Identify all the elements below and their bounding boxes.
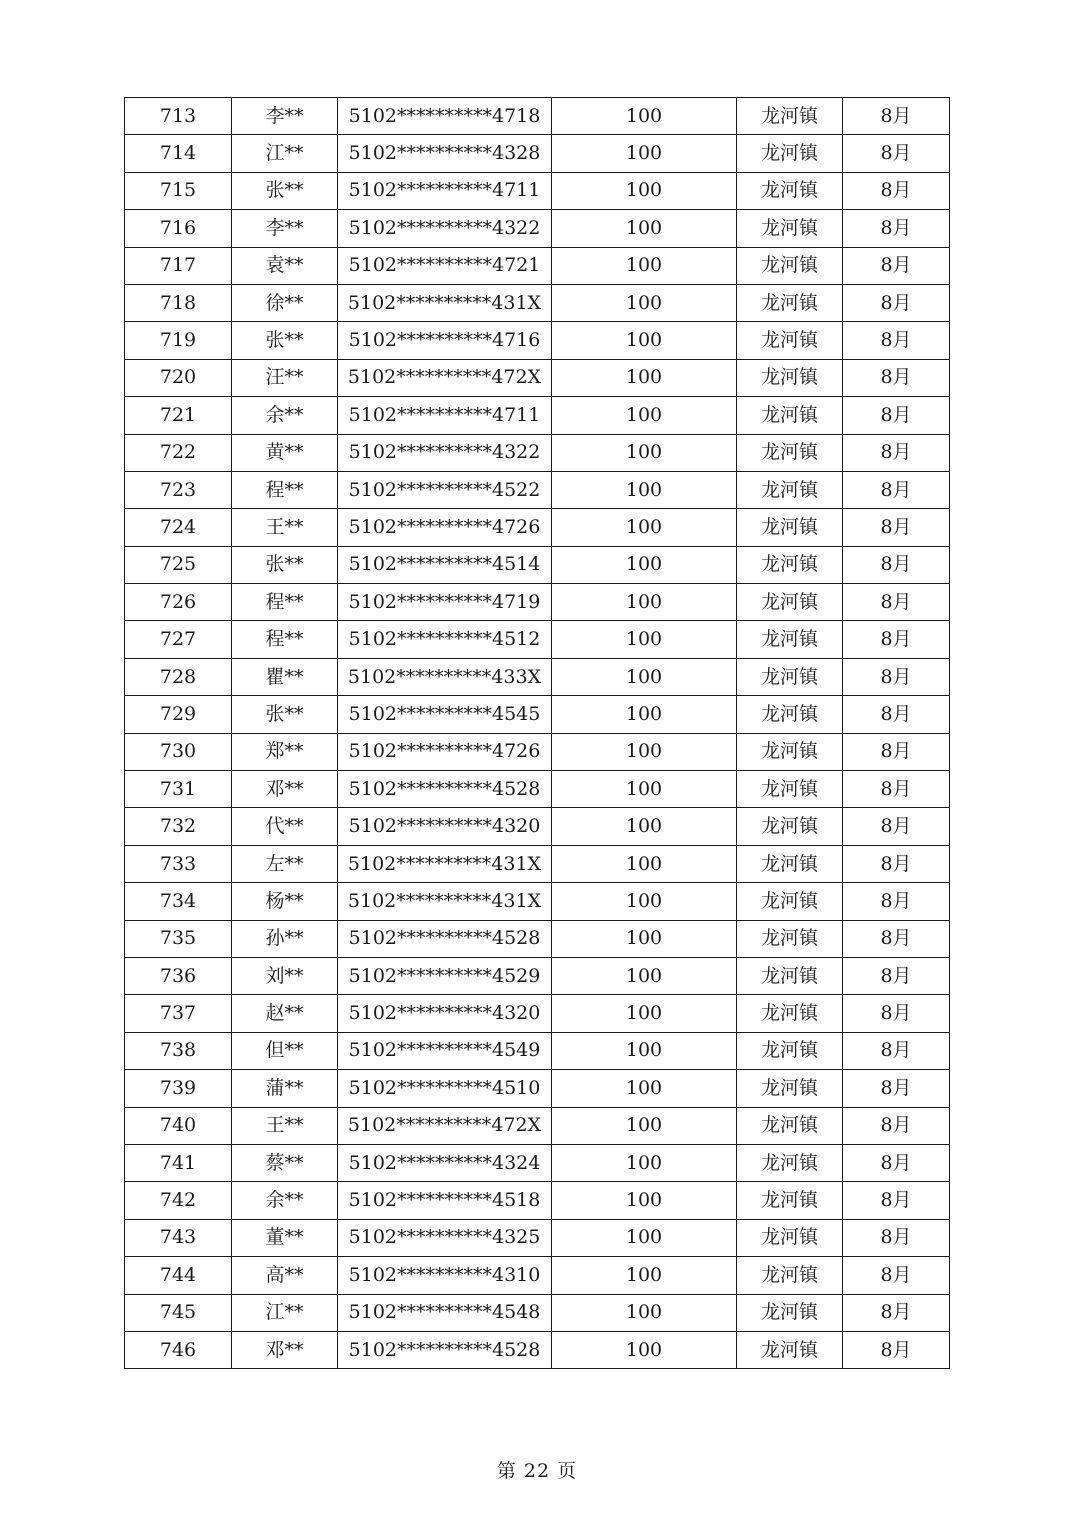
id-number-cell: 5102**********4518 [338,1182,552,1219]
town-cell: 龙河镇 [737,1257,843,1294]
row-index-cell: 735 [125,920,232,957]
name-cell: 李** [232,210,338,247]
name-cell: 张** [232,696,338,733]
row-index-cell: 720 [125,359,232,396]
amount-cell: 100 [552,845,737,882]
row-index-cell: 733 [125,845,232,882]
amount-cell: 100 [552,1257,737,1294]
town-cell: 龙河镇 [737,771,843,808]
amount-cell: 100 [552,247,737,284]
month-cell: 8月 [843,696,950,733]
table-row [125,210,950,247]
town-cell: 龙河镇 [737,135,843,172]
name-cell: 邓** [232,1331,338,1368]
row-index-cell: 731 [125,771,232,808]
month-cell: 8月 [843,1219,950,1256]
amount-cell: 100 [552,397,737,434]
id-number-cell: 5102**********4322 [338,434,552,471]
town-cell: 龙河镇 [737,920,843,957]
roster-table [124,97,950,1369]
town-cell: 龙河镇 [737,883,843,920]
month-cell: 8月 [843,658,950,695]
id-number-cell: 5102**********4545 [338,696,552,733]
row-index-cell: 745 [125,1294,232,1331]
table-row [125,957,950,994]
table-row [125,845,950,882]
name-cell: 江** [232,135,338,172]
month-cell: 8月 [843,172,950,209]
name-cell: 程** [232,471,338,508]
month-cell: 8月 [843,883,950,920]
id-number-cell: 5102**********4528 [338,920,552,957]
month-cell: 8月 [843,471,950,508]
table-row [125,920,950,957]
row-index-cell: 723 [125,471,232,508]
table-row [125,546,950,583]
town-cell: 龙河镇 [737,210,843,247]
name-cell: 张** [232,322,338,359]
name-cell: 程** [232,584,338,621]
town-cell: 龙河镇 [737,546,843,583]
table-row [125,471,950,508]
id-number-cell: 5102**********472X [338,359,552,396]
table-row [125,995,950,1032]
row-index-cell: 730 [125,733,232,770]
amount-cell: 100 [552,172,737,209]
name-cell: 赵** [232,995,338,1032]
name-cell: 王** [232,1107,338,1144]
town-cell: 龙河镇 [737,584,843,621]
amount-cell: 100 [552,471,737,508]
table-row [125,247,950,284]
table-row [125,284,950,321]
id-number-cell: 5102**********4514 [338,546,552,583]
name-cell: 余** [232,1182,338,1219]
name-cell: 但** [232,1032,338,1069]
month-cell: 8月 [843,920,950,957]
id-number-cell: 5102**********472X [338,1107,552,1144]
id-number-cell: 5102**********4325 [338,1219,552,1256]
amount-cell: 100 [552,808,737,845]
table-row [125,621,950,658]
town-cell: 龙河镇 [737,658,843,695]
town-cell: 龙河镇 [737,1107,843,1144]
id-number-cell: 5102**********4719 [338,584,552,621]
month-cell: 8月 [843,1331,950,1368]
town-cell: 龙河镇 [737,471,843,508]
month-cell: 8月 [843,397,950,434]
town-cell: 龙河镇 [737,322,843,359]
town-cell: 龙河镇 [737,808,843,845]
amount-cell: 100 [552,883,737,920]
amount-cell: 100 [552,284,737,321]
row-index-cell: 743 [125,1219,232,1256]
row-index-cell: 746 [125,1331,232,1368]
table-row [125,1331,950,1368]
month-cell: 8月 [843,359,950,396]
town-cell: 龙河镇 [737,696,843,733]
town-cell: 龙河镇 [737,621,843,658]
name-cell: 刘** [232,957,338,994]
row-index-cell: 717 [125,247,232,284]
table-row [125,883,950,920]
name-cell: 孙** [232,920,338,957]
name-cell: 邓** [232,771,338,808]
row-index-cell: 718 [125,284,232,321]
amount-cell: 100 [552,584,737,621]
month-cell: 8月 [843,845,950,882]
town-cell: 龙河镇 [737,845,843,882]
town-cell: 龙河镇 [737,1070,843,1107]
month-cell: 8月 [843,135,950,172]
id-number-cell: 5102**********4529 [338,957,552,994]
name-cell: 李** [232,98,338,135]
row-index-cell: 739 [125,1070,232,1107]
table-row [125,808,950,845]
amount-cell: 100 [552,1182,737,1219]
table-row [125,1032,950,1069]
row-index-cell: 729 [125,696,232,733]
table-row [125,98,950,135]
amount-cell: 100 [552,957,737,994]
id-number-cell: 5102**********4528 [338,771,552,808]
table-row [125,696,950,733]
table-row [125,1294,950,1331]
name-cell: 汪** [232,359,338,396]
amount-cell: 100 [552,434,737,471]
town-cell: 龙河镇 [737,397,843,434]
name-cell: 蒲** [232,1070,338,1107]
name-cell: 王** [232,509,338,546]
row-index-cell: 721 [125,397,232,434]
id-number-cell: 5102**********4310 [338,1257,552,1294]
name-cell: 高** [232,1257,338,1294]
id-number-cell: 5102**********4328 [338,135,552,172]
id-number-cell: 5102**********431X [338,284,552,321]
amount-cell: 100 [552,1144,737,1181]
month-cell: 8月 [843,1294,950,1331]
table-row [125,509,950,546]
id-number-cell: 5102**********4322 [338,210,552,247]
month-cell: 8月 [843,1144,950,1181]
month-cell: 8月 [843,584,950,621]
id-number-cell: 5102**********4726 [338,509,552,546]
roster-table-body [125,98,950,1369]
table-row [125,771,950,808]
row-index-cell: 715 [125,172,232,209]
month-cell: 8月 [843,1107,950,1144]
name-cell: 郑** [232,733,338,770]
id-number-cell: 5102**********431X [338,845,552,882]
name-cell: 徐** [232,284,338,321]
row-index-cell: 736 [125,957,232,994]
name-cell: 程** [232,621,338,658]
month-cell: 8月 [843,546,950,583]
town-cell: 龙河镇 [737,957,843,994]
amount-cell: 100 [552,733,737,770]
row-index-cell: 741 [125,1144,232,1181]
table-row [125,658,950,695]
name-cell: 杨** [232,883,338,920]
id-number-cell: 5102**********4726 [338,733,552,770]
id-number-cell: 5102**********4528 [338,1331,552,1368]
row-index-cell: 744 [125,1257,232,1294]
month-cell: 8月 [843,1182,950,1219]
name-cell: 蔡** [232,1144,338,1181]
row-index-cell: 724 [125,509,232,546]
row-index-cell: 727 [125,621,232,658]
amount-cell: 100 [552,359,737,396]
month-cell: 8月 [843,995,950,1032]
table-row [125,397,950,434]
row-index-cell: 714 [125,135,232,172]
name-cell: 代** [232,808,338,845]
table-row [125,1070,950,1107]
month-cell: 8月 [843,210,950,247]
table-row [125,1144,950,1181]
amount-cell: 100 [552,771,737,808]
row-index-cell: 725 [125,546,232,583]
row-index-cell: 740 [125,1107,232,1144]
town-cell: 龙河镇 [737,172,843,209]
amount-cell: 100 [552,98,737,135]
name-cell: 瞿** [232,658,338,695]
name-cell: 余** [232,397,338,434]
table-row [125,1219,950,1256]
amount-cell: 100 [552,1331,737,1368]
id-number-cell: 5102**********433X [338,658,552,695]
month-cell: 8月 [843,509,950,546]
row-index-cell: 716 [125,210,232,247]
id-number-cell: 5102**********4721 [338,247,552,284]
month-cell: 8月 [843,322,950,359]
town-cell: 龙河镇 [737,1182,843,1219]
table-row [125,322,950,359]
row-index-cell: 722 [125,434,232,471]
name-cell: 江** [232,1294,338,1331]
town-cell: 龙河镇 [737,733,843,770]
amount-cell: 100 [552,135,737,172]
id-number-cell: 5102**********4320 [338,995,552,1032]
town-cell: 龙河镇 [737,359,843,396]
town-cell: 龙河镇 [737,509,843,546]
town-cell: 龙河镇 [737,1144,843,1181]
row-index-cell: 728 [125,658,232,695]
town-cell: 龙河镇 [737,98,843,135]
row-index-cell: 737 [125,995,232,1032]
name-cell: 左** [232,845,338,882]
month-cell: 8月 [843,1070,950,1107]
month-cell: 8月 [843,808,950,845]
month-cell: 8月 [843,733,950,770]
id-number-cell: 5102**********4512 [338,621,552,658]
amount-cell: 100 [552,696,737,733]
month-cell: 8月 [843,98,950,135]
id-number-cell: 5102**********4711 [338,397,552,434]
table-row [125,172,950,209]
row-index-cell: 732 [125,808,232,845]
row-index-cell: 742 [125,1182,232,1219]
name-cell: 黄** [232,434,338,471]
amount-cell: 100 [552,210,737,247]
id-number-cell: 5102**********4711 [338,172,552,209]
town-cell: 龙河镇 [737,1219,843,1256]
name-cell: 张** [232,172,338,209]
row-index-cell: 734 [125,883,232,920]
id-number-cell: 5102**********4716 [338,322,552,359]
table-row [125,1257,950,1294]
month-cell: 8月 [843,771,950,808]
id-number-cell: 5102**********4522 [338,471,552,508]
id-number-cell: 5102**********4549 [338,1032,552,1069]
row-index-cell: 738 [125,1032,232,1069]
amount-cell: 100 [552,1294,737,1331]
month-cell: 8月 [843,1257,950,1294]
month-cell: 8月 [843,284,950,321]
row-index-cell: 713 [125,98,232,135]
town-cell: 龙河镇 [737,1294,843,1331]
month-cell: 8月 [843,621,950,658]
town-cell: 龙河镇 [737,284,843,321]
month-cell: 8月 [843,957,950,994]
amount-cell: 100 [552,546,737,583]
amount-cell: 100 [552,658,737,695]
id-number-cell: 5102**********4718 [338,98,552,135]
id-number-cell: 5102**********431X [338,883,552,920]
name-cell: 张** [232,546,338,583]
month-cell: 8月 [843,1032,950,1069]
amount-cell: 100 [552,1070,737,1107]
town-cell: 龙河镇 [737,434,843,471]
table-row [125,135,950,172]
table-row [125,1107,950,1144]
amount-cell: 100 [552,995,737,1032]
month-cell: 8月 [843,434,950,471]
town-cell: 龙河镇 [737,1331,843,1368]
table-row [125,434,950,471]
town-cell: 龙河镇 [737,995,843,1032]
name-cell: 董** [232,1219,338,1256]
amount-cell: 100 [552,322,737,359]
month-cell: 8月 [843,247,950,284]
amount-cell: 100 [552,509,737,546]
name-cell: 袁** [232,247,338,284]
id-number-cell: 5102**********4510 [338,1070,552,1107]
row-index-cell: 719 [125,322,232,359]
table-row [125,584,950,621]
id-number-cell: 5102**********4548 [338,1294,552,1331]
amount-cell: 100 [552,1032,737,1069]
row-index-cell: 726 [125,584,232,621]
town-cell: 龙河镇 [737,1032,843,1069]
town-cell: 龙河镇 [737,247,843,284]
amount-cell: 100 [552,621,737,658]
page-number: 第 22 页 [496,1460,578,1482]
amount-cell: 100 [552,920,737,957]
id-number-cell: 5102**********4320 [338,808,552,845]
amount-cell: 100 [552,1107,737,1144]
amount-cell: 100 [552,1219,737,1256]
table-row [125,1182,950,1219]
table-row [125,359,950,396]
id-number-cell: 5102**********4324 [338,1144,552,1181]
table-row [125,733,950,770]
